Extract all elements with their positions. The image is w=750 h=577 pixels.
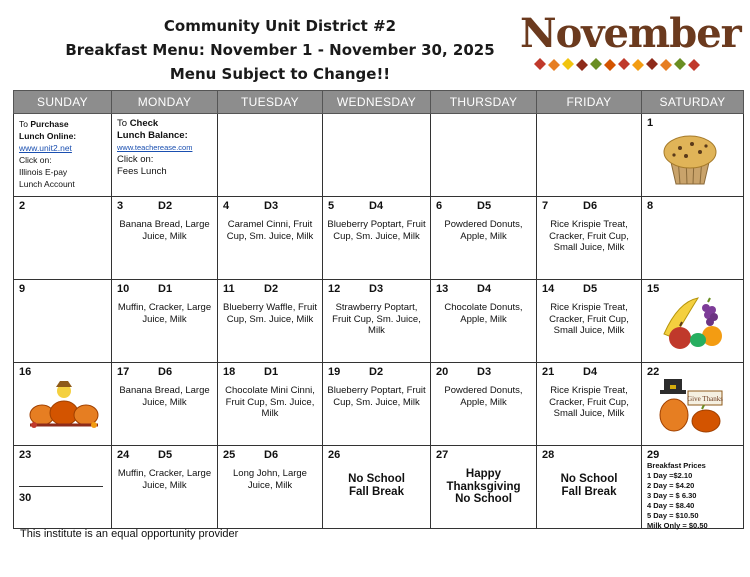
day-number: 3	[117, 200, 124, 212]
day-cell	[218, 446, 323, 529]
day-cell	[323, 280, 431, 363]
note-line: Happy	[465, 468, 502, 480]
purchase-lunch-note-cell	[14, 114, 112, 197]
menu-header	[0, 14, 560, 86]
menu-items: Blueberry Poptart, Fruit Cup, Sm. Juice, Milk	[327, 219, 426, 242]
day-cell	[431, 446, 537, 529]
menu-code: D4	[369, 200, 384, 212]
menu-calendar	[13, 90, 744, 529]
menu-items: Powdered Donuts, Apple, Milk	[444, 219, 523, 242]
day-cell	[14, 363, 112, 446]
menu-items: Muffin, Cracker, Large Juice, Milk	[117, 468, 212, 491]
day-cell	[112, 197, 218, 280]
day-cell-empty	[431, 114, 537, 197]
day-cell	[112, 280, 218, 363]
day-number: 27	[436, 449, 449, 461]
no-school-note	[325, 473, 428, 498]
day-cell	[537, 197, 642, 280]
menu-code: D1	[158, 283, 173, 295]
day-number: 17	[117, 366, 130, 378]
menu-items: Blueberry Poptart, Fruit Cup, Sm. Juice, Milk	[327, 385, 426, 408]
day-number: 6	[436, 200, 443, 212]
month-banner	[520, 10, 741, 72]
day-cell	[218, 363, 323, 446]
day-cell	[323, 446, 431, 529]
header-saturday: SATURDAY	[642, 91, 744, 114]
day-cell	[112, 363, 218, 446]
month-title: November	[520, 10, 741, 57]
equal-opportunity-footer: This institute is an equal opportunity provider	[20, 528, 239, 540]
note-text: Click on:	[19, 155, 52, 165]
header-wednesday: WEDNESDAY	[323, 91, 431, 114]
note-line: Fall Break	[349, 485, 404, 498]
menu-disclaimer: Menu Subject to Change!!	[169, 65, 391, 83]
day-number: 11	[223, 283, 235, 295]
day-number: 12	[328, 283, 341, 295]
note-line: No School	[455, 493, 512, 505]
day-cell	[431, 363, 537, 446]
unit2-link[interactable]: www.unit2.net	[19, 143, 72, 153]
note-line: Fall Break	[561, 485, 617, 498]
note-text: To	[117, 118, 130, 129]
prices-title: Breakfast Prices	[647, 461, 706, 470]
day-number: 26	[328, 449, 341, 461]
week-row	[14, 197, 744, 280]
menu-items: Blueberry Waffle, Fruit Cup, Sm. Juice, Milk	[223, 302, 317, 325]
day-number: 29	[647, 449, 660, 461]
price-line: 1 Day =$2.10	[647, 471, 693, 480]
day-number: 30	[19, 492, 32, 504]
day-cell	[642, 280, 744, 363]
day-number: 24	[117, 449, 130, 461]
menu-code: D3	[369, 283, 384, 295]
day-cell	[537, 363, 642, 446]
day-number: 19	[328, 366, 341, 378]
check-balance-note	[117, 118, 215, 178]
price-line: Milk Only = $0.50	[647, 521, 708, 530]
check-balance-note-cell	[112, 114, 218, 197]
note-line: No School	[348, 473, 405, 485]
thanksgiving-note	[433, 468, 534, 506]
day-number: 9	[19, 283, 26, 295]
note-text: Purchase	[30, 119, 69, 129]
day-cell	[323, 363, 431, 446]
note-text: Click on:	[117, 154, 154, 165]
menu-items: Rice Krispie Treat, Cracker, Fruit Cup, Small Juice, Milk	[549, 219, 629, 253]
autumn-leaves-image	[528, 56, 708, 72]
menu-code: D5	[158, 449, 173, 461]
week-row	[14, 446, 744, 529]
day-number: 15	[647, 283, 660, 295]
day-number: 8	[647, 200, 654, 212]
menu-items: Chocolate Mini Cinni, Fruit Cup, Sm. Juice, Milk	[225, 385, 315, 419]
menu-items: Banana Bread, Large Juice, Milk	[119, 385, 210, 408]
weekday-header-row	[14, 91, 744, 114]
day-cell-empty	[537, 114, 642, 197]
day-number: 10	[117, 283, 130, 295]
menu-items: Powdered Donuts, Apple, Milk	[444, 385, 523, 408]
day-cell	[112, 446, 218, 529]
teacherease-link[interactable]: www.teacherease.com	[117, 143, 193, 152]
week-row	[14, 114, 744, 197]
menu-items: Strawberry Poptart, Fruit Cup, Sm. Juice, Milk	[332, 302, 421, 336]
day-number: 20	[436, 366, 449, 378]
day-cell	[642, 114, 744, 197]
menu-code: D2	[264, 283, 279, 295]
note-text: Lunch Balance:	[117, 130, 188, 141]
day-number: 1	[647, 117, 654, 129]
menu-code: D4	[477, 283, 492, 295]
menu-code: D2	[158, 200, 173, 212]
note-text: Lunch Online:	[19, 131, 77, 141]
menu-code: D5	[583, 283, 598, 295]
menu-items: Muffin, Cracker, Large Juice, Milk	[117, 302, 212, 325]
day-cell	[431, 280, 537, 363]
week-row	[14, 363, 744, 446]
menu-code: D6	[583, 200, 598, 212]
note-text: Check	[129, 118, 159, 129]
day-number: 21	[542, 366, 555, 378]
week-row	[14, 280, 744, 363]
price-line: 5 Day = $10.50	[647, 511, 699, 520]
day-number: 14	[542, 283, 555, 295]
day-cell	[14, 197, 112, 280]
menu-code: D5	[477, 200, 492, 212]
menu-items: Caramel Cinni, Fruit Cup, Sm. Juice, Milk	[226, 219, 314, 242]
header-tuesday: TUESDAY	[218, 91, 323, 114]
day-cell	[431, 197, 537, 280]
day-cell-empty	[218, 114, 323, 197]
divider	[19, 486, 103, 487]
day-number: 23	[19, 449, 32, 461]
menu-code: D1	[264, 366, 279, 378]
menu-code: D3	[477, 366, 492, 378]
day-number: 5	[328, 200, 335, 212]
sign-text: Give Thanks	[687, 395, 723, 403]
day-cell-empty	[323, 114, 431, 197]
menu-code: D2	[369, 366, 384, 378]
day-cell	[642, 363, 744, 446]
menu-items: Rice Krispie Treat, Cracker, Fruit Cup, Small Juice, Milk	[549, 302, 629, 336]
no-school-note	[539, 473, 639, 498]
day-cell	[537, 280, 642, 363]
day-cell	[218, 280, 323, 363]
menu-items: Long John, Large Juice, Milk	[233, 468, 307, 491]
price-line: 2 Day = $4.20	[647, 481, 695, 490]
pilgrim-pumpkin-image	[656, 375, 726, 435]
header-thursday: THURSDAY	[431, 91, 537, 114]
menu-date-range: Breakfast Menu: November 1 - November 30, 2025	[65, 41, 495, 59]
day-number: 4	[223, 200, 230, 212]
note-line: Thanksgiving	[446, 480, 521, 493]
note-text: Illinois E-pay	[19, 167, 68, 177]
menu-code: D3	[264, 200, 279, 212]
price-line: 4 Day = $8.40	[647, 501, 695, 510]
day-cell	[642, 197, 744, 280]
menu-code: D4	[583, 366, 598, 378]
day-number: 16	[19, 366, 32, 378]
muffin-image	[658, 128, 722, 188]
day-number: 18	[223, 366, 236, 378]
purchase-lunch-note	[19, 118, 109, 190]
day-number: 7	[542, 200, 549, 212]
day-number: 25	[223, 449, 236, 461]
breakfast-prices	[647, 461, 708, 531]
pumpkin-scarecrow-image	[28, 377, 100, 429]
header-sunday: SUNDAY	[14, 91, 112, 114]
header-friday: FRIDAY	[537, 91, 642, 114]
menu-items: Rice Krispie Treat, Cracker, Fruit Cup, Small Juice, Milk	[549, 385, 629, 419]
day-number: 28	[542, 449, 555, 461]
fruit-image	[658, 294, 724, 350]
menu-code: D6	[158, 366, 173, 378]
day-cell	[14, 280, 112, 363]
menu-items: Chocolate Donuts, Apple, Milk	[444, 302, 523, 325]
menu-items: Banana Bread, Large Juice, Milk	[119, 219, 210, 242]
day-cell	[642, 446, 744, 529]
day-number: 2	[19, 200, 26, 212]
day-cell	[537, 446, 642, 529]
note-text: To	[19, 119, 31, 129]
note-text: Fees Lunch	[117, 166, 167, 177]
note-line: No School	[560, 473, 618, 485]
day-cell	[218, 197, 323, 280]
header-monday: MONDAY	[112, 91, 218, 114]
menu-code: D6	[264, 449, 279, 461]
day-cell	[14, 446, 112, 529]
district-title: Community Unit District #2	[163, 17, 397, 35]
price-line: 3 Day = $ 6.30	[647, 491, 697, 500]
note-text: Lunch Account	[19, 179, 75, 189]
day-number: 13	[436, 283, 449, 295]
day-cell	[323, 197, 431, 280]
day-number: 22	[647, 366, 660, 378]
